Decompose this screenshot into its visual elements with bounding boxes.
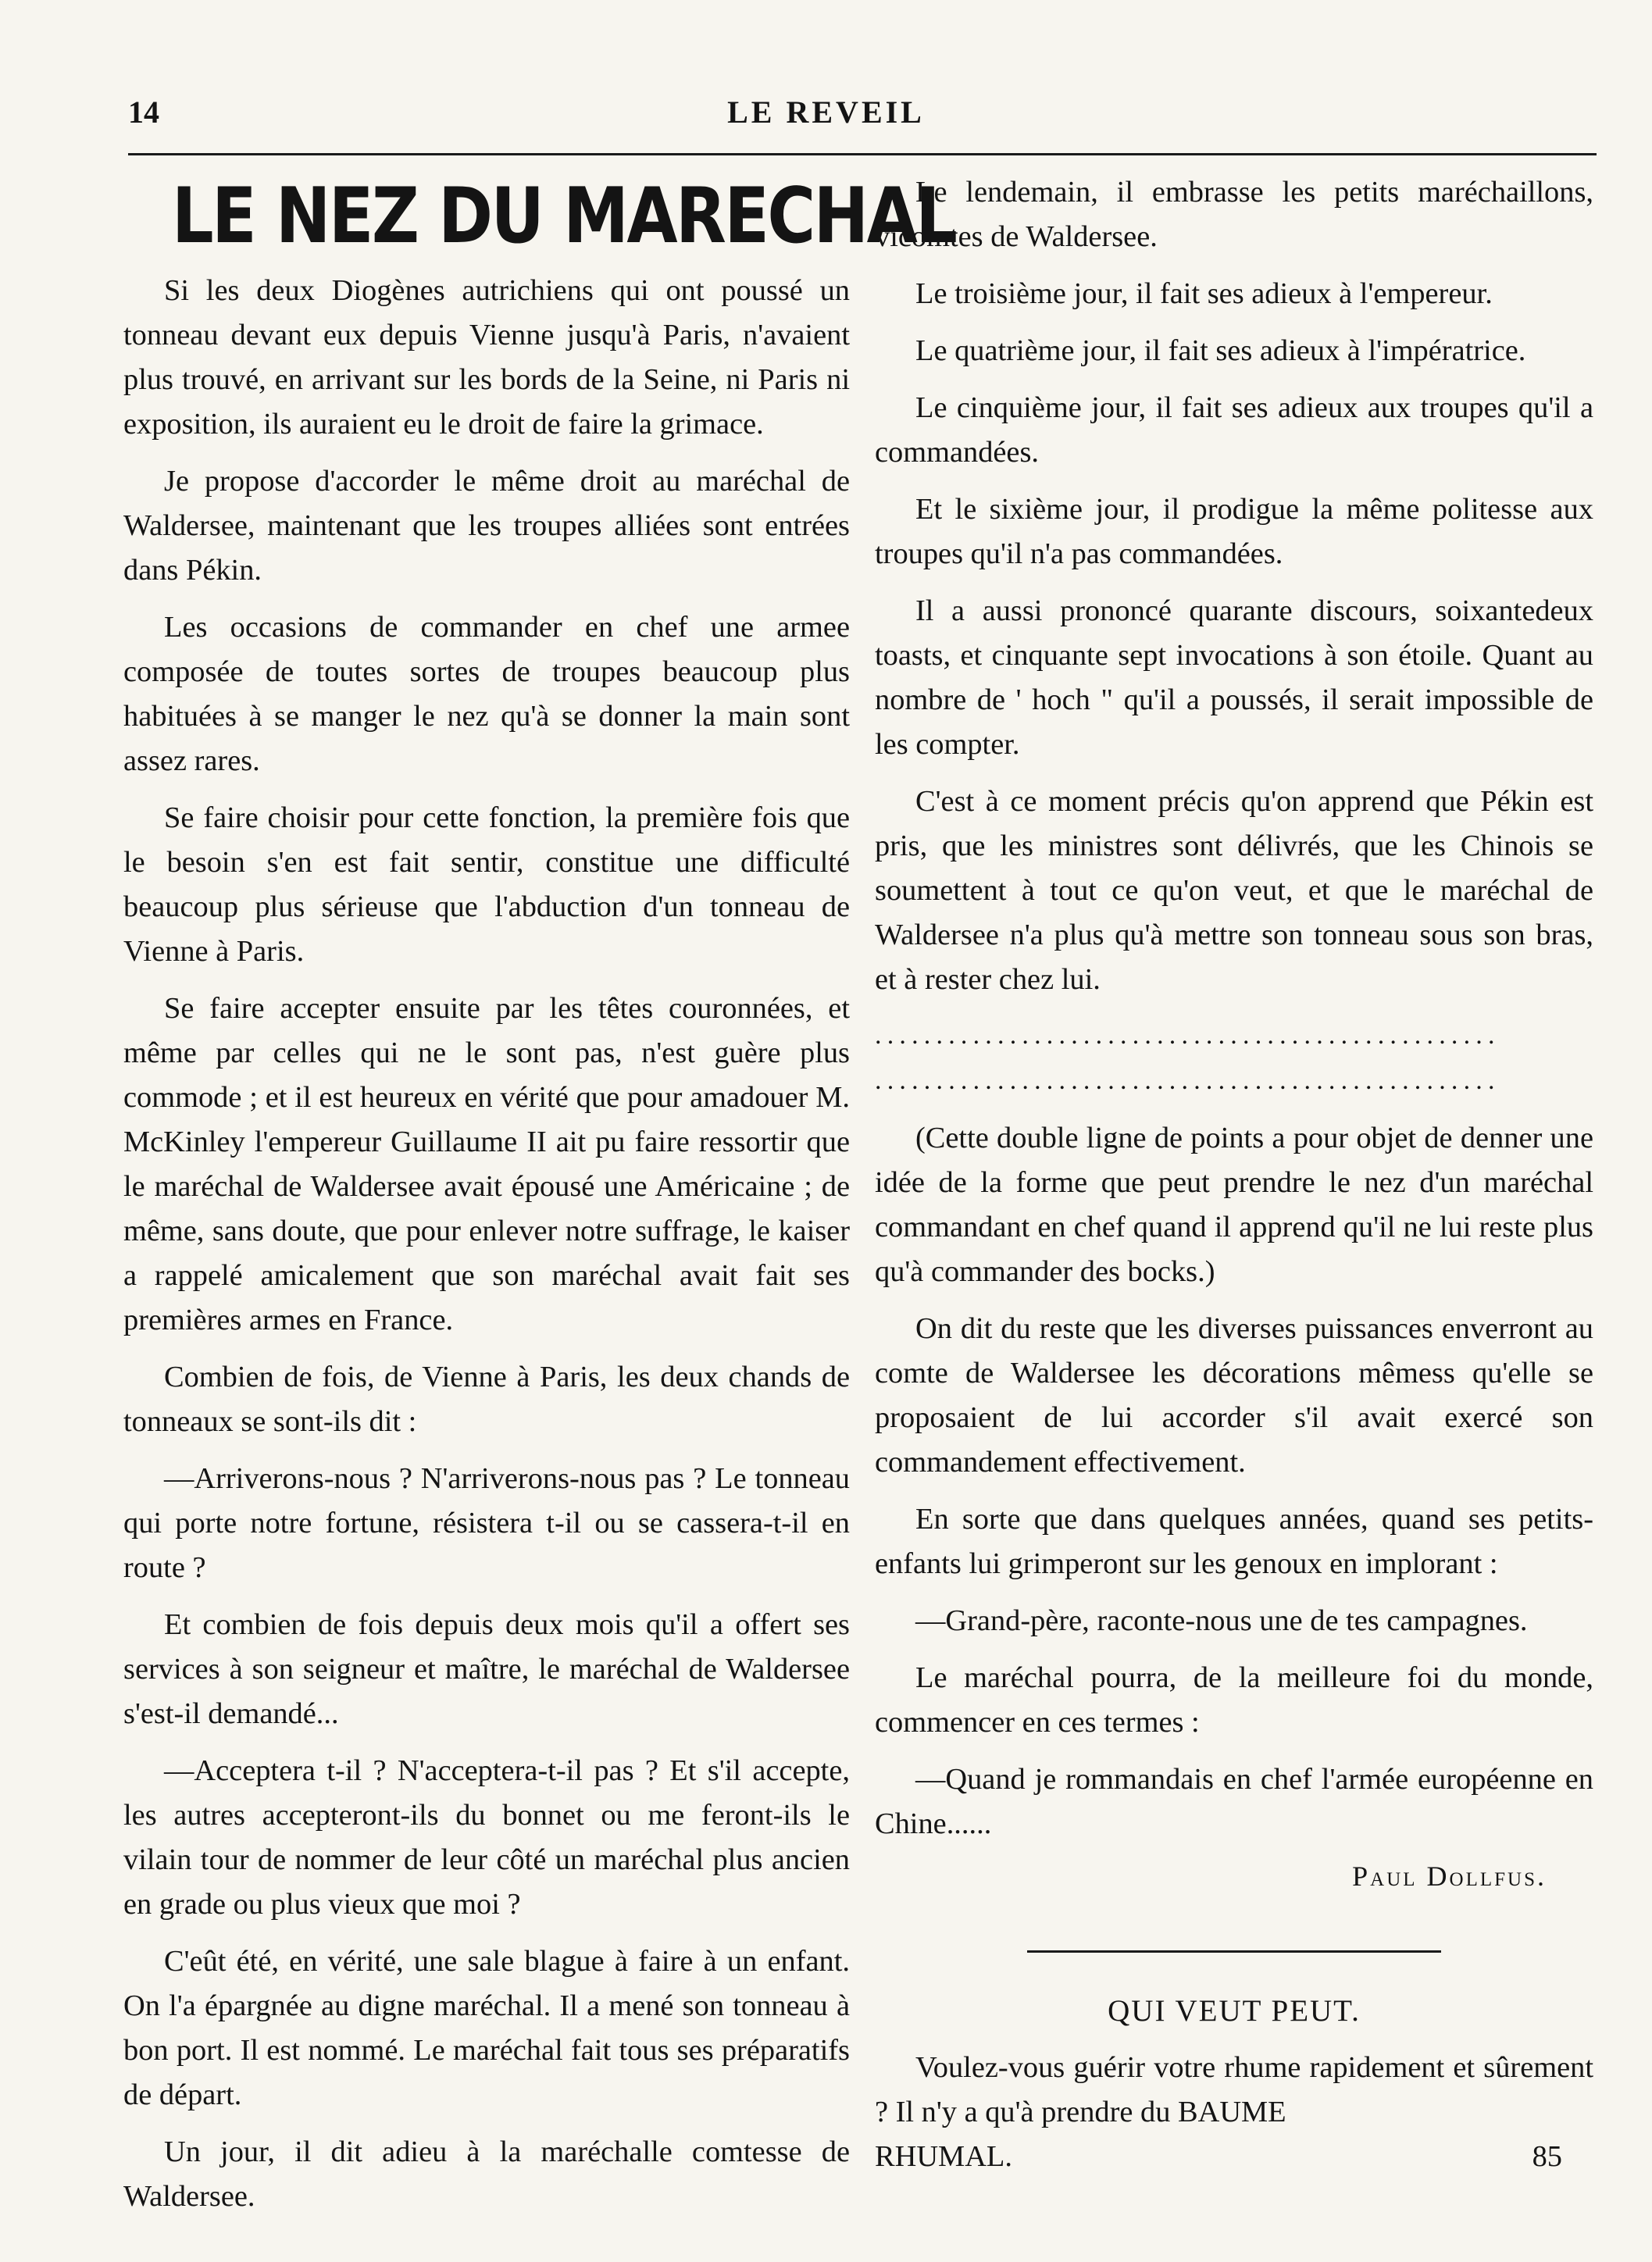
paragraph: Le lendemain, il embrasse les petits maréchaillons, vicomtes de Waldersee. (875, 176, 1593, 253)
paragraph: Le troisième jour, il fait ses adieux à l'empereur. (915, 277, 1493, 310)
paragraph: —Arriverons-nous ? N'arriverons-nous pas ? Le tonneau qui porte notre fortune, résistera t-il ou se cassera-t-il en route ? (123, 1462, 850, 1584)
paragraph: Le cinquième jour, il fait ses adieux aux troupes qu'il a commandées. (875, 391, 1593, 469)
advert-title: QUI VEUT PEUT. (1108, 1994, 1361, 2028)
header-rule (128, 153, 1597, 155)
paragraph: Se faire choisir pour cette fonction, la première fois que le besoin s'en est fait sentir, constitue une difficulté beaucoup plus sérieuse que l'abduction d'un tonneau de Vienne à Paris. (123, 801, 850, 968)
paragraph: Les occasions de commander en chef une armee composée de toutes sortes de troupes beaucoup plus habituées à se manger le nez qu'à se donner la main sont assez rares. (123, 611, 850, 777)
paragraph: C'est à ce moment précis qu'on apprend que Pékin est pris, que les ministres sont délivrés, que les Chinois se soumettent à tout ce qu'on veut, et que le maréchal de Waldersee n'a plus qu'à mettre son tonneau sous son bras, et à rester chez lui. (875, 785, 1593, 996)
paragraph: Le quatrième jour, il fait ses adieux à l'impératrice. (915, 334, 1526, 367)
dot-line-lower: ................................................... (875, 1066, 1500, 1095)
paragraph: Et le sixième jour, il prodigue la même politesse aux troupes qu'il n'a pas commandées. (875, 493, 1593, 570)
paragraph: En sorte que dans quelques années, quand ses petits-enfants lui grimperont sur les genoux en implorant : (875, 1503, 1593, 1580)
advert-code: 85 (1532, 2140, 1562, 2173)
dot-line-upper: ................................................... (875, 1021, 1500, 1050)
paragraph: On dit du reste que les diverses puissances enverront au comte de Waldersee les décorations mêmess qu'elle se proposaient de lui accorder s'il avait exercé son commandement effectivement. (875, 1312, 1593, 1479)
advert-product: RHUMAL. (875, 2140, 1012, 2173)
advert-body: Voulez-vous guérir votre rhume rapidement et sûrement ? Il n'y a qu'à prendre du BAUME (875, 2051, 1593, 2128)
right-column (875, 170, 1593, 2179)
advert-footer (875, 2135, 1593, 2179)
paragraph: —Grand-père, raconte-nous une de tes campagnes. (915, 1604, 1528, 1637)
paragraph: —Quand je rommandais en chef l'armée européenne en Chine...... (875, 1763, 1593, 1840)
paragraph: C'eût été, en vérité, une sale blague à faire à un enfant. On l'a épargnée au digne maréchal. Il a mené son tonneau à bon port. Il est nommé. Le maréchal fait tous ses préparatifs de départ. (123, 1945, 850, 2111)
paragraph: Je propose d'accorder le même droit au maréchal de Waldersee, maintenant que les troupes alliées sont entrées dans Pékin. (123, 465, 850, 587)
paragraph: Combien de fois, de Vienne à Paris, les deux chands de tonneaux se sont-ils dit : (123, 1361, 850, 1438)
paragraph: Et combien de fois depuis deux mois qu'il a offert ses services à son seigneur et maître, le maréchal de Waldersee s'est-il demandé... (123, 1608, 850, 1730)
paragraph: (Cette double ligne de points a pour objet de denner une idée de la forme que peut prendre le nez d'un maréchal commandant en chef quand il apprend qu'il ne lui reste plus qu'à commander des bocks.) (875, 1122, 1593, 1288)
paragraph: Il a aussi prononcé quarante discours, soixantedeux toasts, et cinquante sept invocations à son étoile. Quant au nombre de ' hoch " qu'il a poussés, il serait impossible de les compter. (875, 594, 1593, 761)
running-head: LE REVEIL (727, 95, 925, 130)
page-number: 14 (128, 95, 159, 130)
article-title: LE NEZ DU MARECHAL (172, 172, 956, 261)
section-divider (1027, 1950, 1441, 1953)
paragraph: Un jour, il dit adieu à la maréchalle comtesse de Waldersee. (123, 2135, 850, 2213)
author-signature: Paul Dollfus. (1352, 1861, 1547, 1892)
paragraph: Se faire accepter ensuite par les têtes couronnées, et même par celles qui ne le sont pas, n'est guère plus commode ; et il est heureux en vérité que pour amadouer M. McKinley l'empereur Guillaume II ait pu faire ressortir que le maréchal de Waldersee avait épousé une Américaine ; de même, sans doute, que pour enlever notre suffrage, le kaiser a rappelé amicalement que son maréchal avait fait ses premières armes en France. (123, 992, 850, 1336)
paragraph: Si les deux Diogènes autrichiens qui ont poussé un tonneau devant eux depuis Vienne jusqu'à Paris, n'avaient plus trouvé, en arrivant sur les bords de la Seine, ni Paris ni exposition, ils auraient eu le droit de faire la grimace. (123, 274, 850, 441)
paragraph: —Acceptera t-il ? N'acceptera-t-il pas ? Et s'il accepte, les autres accepteront-ils du bonnet ou me feront-ils le vilain tour de nommer de leur côté un maréchal plus ancien en grade ou plus vieux que moi ? (123, 1754, 850, 1921)
paragraph: Le maréchal pourra, de la meilleure foi du monde, commencer en ces termes : (875, 1661, 1593, 1739)
